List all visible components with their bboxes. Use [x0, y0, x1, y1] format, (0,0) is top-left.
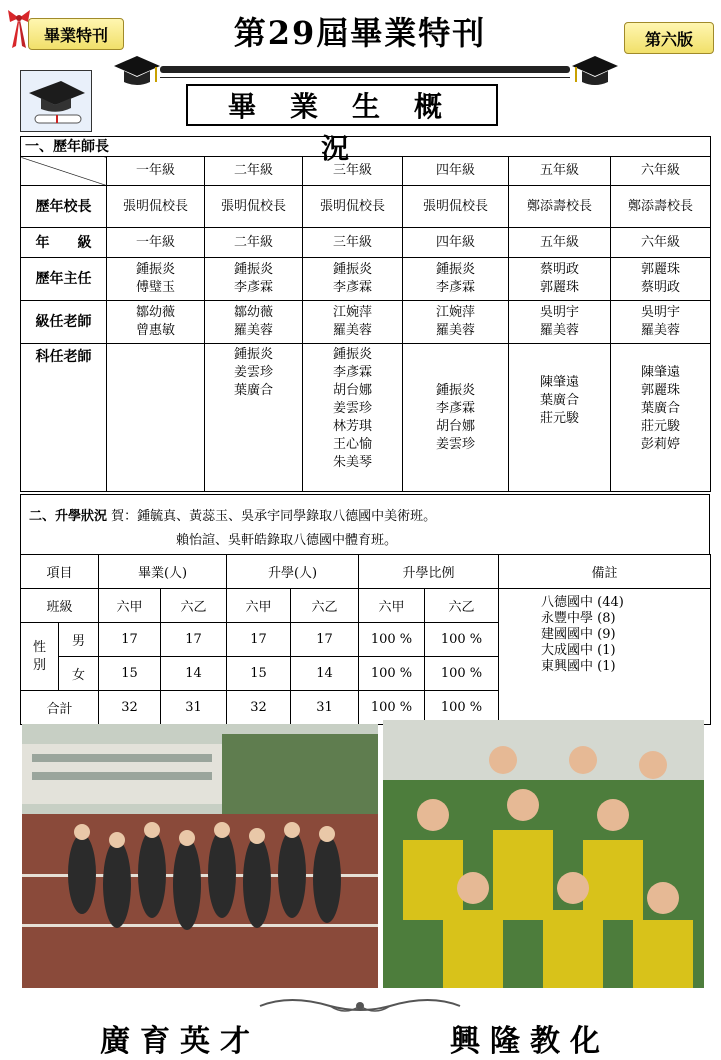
- teacher-name: 郭麗珠: [641, 383, 681, 398]
- teacher-name: 羅美蓉: [539, 323, 579, 338]
- class-teacher-cell: [303, 301, 403, 344]
- teacher-name: 鄒幼薇: [135, 305, 175, 320]
- class-teacher-cell: [107, 301, 205, 344]
- value-cell: 15: [227, 657, 291, 691]
- value-cell: 100 %: [425, 691, 499, 725]
- grade-cell: 二年級: [205, 228, 303, 258]
- column-header: 升學(人): [227, 555, 359, 589]
- teacher-name: 鄒幼薇: [233, 305, 273, 320]
- subject-teacher-cell: [205, 344, 303, 492]
- grade-cell: 二年級: [205, 157, 303, 186]
- column-header: 備註: [499, 555, 711, 589]
- teacher-name: 郭麗珠: [641, 262, 681, 277]
- teacher-name: 鍾振炎: [233, 347, 273, 362]
- row-label: 年 級: [21, 228, 107, 258]
- diagonal-cell: [21, 157, 107, 186]
- teacher-name: 李彥霖: [435, 400, 475, 416]
- grade-cell: 三年級: [303, 157, 403, 186]
- row-label: 男: [59, 623, 99, 657]
- class-teacher-cell: [611, 301, 711, 344]
- grade-cell: 五年級: [509, 228, 611, 258]
- page-title: 第29屆畢業特刊: [233, 14, 487, 52]
- teacher-name: 王心愉: [332, 437, 372, 452]
- teacher-name: 朱美琴: [332, 455, 372, 470]
- subject-teacher-cell: [509, 344, 611, 492]
- class-teacher-cell: [403, 301, 509, 344]
- value-cell: 14: [161, 657, 227, 691]
- subject-teacher-cell: [403, 344, 509, 492]
- teacher-name: 李彥霖: [332, 280, 372, 295]
- homeroom-cell: [509, 258, 611, 301]
- note-item: 東興國中 (1): [541, 659, 616, 674]
- class-row: [21, 589, 711, 623]
- row-label: 科任老師: [21, 344, 107, 492]
- grade-cell: 一年級: [107, 157, 205, 186]
- graduation-cap-icon: [112, 54, 162, 88]
- teacher-name: 傅璧玉: [135, 280, 175, 295]
- grade-cell: 四年級: [403, 157, 509, 186]
- grade-header-row: [21, 157, 711, 186]
- principal-cell: 張明侃校長: [107, 186, 205, 228]
- row-label: 歷年主任: [21, 258, 107, 301]
- header-row: [21, 555, 711, 589]
- teacher-name: 陳肇遠: [539, 375, 579, 390]
- value-cell: 32: [227, 691, 291, 725]
- grade-row: [21, 228, 711, 258]
- class-cell: 六乙: [161, 589, 227, 623]
- class-cell: 六甲: [99, 589, 161, 623]
- principal-row: [21, 186, 711, 228]
- admission-table: [20, 554, 711, 725]
- teacher-name: 鍾振炎: [332, 347, 372, 362]
- subject-teacher-cell: [611, 344, 711, 492]
- value-cell: 100 %: [359, 691, 425, 725]
- grade-cell: 六年級: [611, 228, 711, 258]
- value-cell: 17: [291, 623, 359, 657]
- grade-cell: 一年級: [107, 228, 205, 258]
- section-title: 畢業生概況: [186, 84, 498, 126]
- section-heading: 一、歷年師長: [21, 137, 711, 157]
- grade-cell: 四年級: [403, 228, 509, 258]
- value-cell: 32: [99, 691, 161, 725]
- column-header: 升學比例: [359, 555, 499, 589]
- subject-teacher-cell: [303, 344, 403, 492]
- teacher-name: 莊元駿: [539, 411, 579, 426]
- section-heading: 二、升學狀況: [29, 509, 108, 524]
- teacher-name: 江婉萍: [332, 305, 372, 320]
- teachers-table: [20, 136, 711, 492]
- grade-cell: 六年級: [611, 157, 711, 186]
- homeroom-cell: [107, 258, 205, 301]
- diploma-cap-icon: [20, 70, 92, 132]
- value-cell: 100 %: [425, 623, 499, 657]
- teacher-name: 鍾振炎: [435, 382, 475, 398]
- admission-section: [20, 494, 710, 554]
- class-cell: 六甲: [227, 589, 291, 623]
- value-cell: 17: [161, 623, 227, 657]
- value-cell: 17: [99, 623, 161, 657]
- homeroom-row: [21, 258, 711, 301]
- row-label: 歷年校長: [21, 186, 107, 228]
- principal-cell: 鄭添壽校長: [611, 186, 711, 228]
- notes-cell: [499, 589, 711, 725]
- class-teacher-cell: [509, 301, 611, 344]
- admission-line: [29, 505, 436, 524]
- decorative-rule: [160, 66, 570, 73]
- subject-teacher-cell: [107, 344, 205, 492]
- subject-teacher-row: [21, 344, 711, 492]
- value-cell: 100 %: [425, 657, 499, 691]
- teacher-name: 鍾振炎: [332, 262, 372, 277]
- admission-note: 賴怡諠、吳軒皓錄取八德國中體育班。: [176, 533, 398, 548]
- grade-cell: 三年級: [303, 228, 403, 258]
- homeroom-cell: [611, 258, 711, 301]
- teacher-name: 姜雲珍: [435, 436, 475, 452]
- note-item: 永豐中學 (8): [541, 611, 616, 626]
- value-cell: 100 %: [359, 657, 425, 691]
- value-cell: 100 %: [359, 623, 425, 657]
- graduation-cap-icon: [570, 54, 620, 88]
- class-teacher-row: [21, 301, 711, 344]
- class-group-photo: [22, 724, 378, 988]
- scroll-ornament-icon: [250, 994, 470, 1018]
- teacher-name: 羅美蓉: [435, 323, 475, 338]
- teacher-name: 葉廣合: [641, 401, 681, 416]
- teacher-name: 李彥霖: [332, 365, 372, 380]
- homeroom-cell: [303, 258, 403, 301]
- column-header: 畢業(人): [99, 555, 227, 589]
- teacher-name: 胡台娜: [332, 383, 372, 398]
- decorative-rule-thin: [160, 77, 570, 78]
- principal-cell: 張明侃校長: [205, 186, 303, 228]
- teacher-name: 李彥霖: [435, 280, 475, 295]
- note-item: 建國國中 (9): [541, 627, 616, 642]
- teacher-name: 葉廣合: [539, 393, 579, 408]
- teacher-name: 蔡明政: [641, 280, 681, 295]
- teacher-name: 姜雲珍: [332, 401, 372, 416]
- teacher-name: 鍾振炎: [435, 262, 475, 277]
- teacher-name: 曾惠敏: [135, 323, 175, 338]
- row-label: 班級: [21, 589, 99, 623]
- teacher-name: 葉廣合: [233, 383, 273, 398]
- class-cell: 六甲: [359, 589, 425, 623]
- admission-note: 賀：鍾毓真、黃蕊玉、吳承宇同學錄取八德國中美術班。: [111, 509, 437, 524]
- principal-cell: 鄭添壽校長: [509, 186, 611, 228]
- teacher-name: 鍾振炎: [135, 262, 175, 277]
- teacher-name: 姜雲珍: [233, 365, 273, 380]
- teacher-name: 莊元駿: [641, 419, 681, 434]
- principal-cell: 張明侃校長: [403, 186, 509, 228]
- homeroom-cell: [205, 258, 303, 301]
- row-label: 級任老師: [21, 301, 107, 344]
- class-cell: 六乙: [425, 589, 499, 623]
- principal-cell: 張明侃校長: [303, 186, 403, 228]
- teacher-name: 吳明宇: [641, 305, 681, 320]
- class-cell: 六乙: [291, 589, 359, 623]
- edition-tag-left: 畢業特刊: [28, 18, 124, 50]
- teacher-name: 吳明宇: [539, 305, 579, 320]
- teacher-name: 羅美蓉: [641, 323, 681, 338]
- value-cell: 15: [99, 657, 161, 691]
- footer-motto-right: 興隆教化: [450, 1024, 610, 1059]
- gender-label: 性別: [21, 623, 59, 691]
- homeroom-cell: [403, 258, 509, 301]
- teacher-name: 陳肇遠: [641, 365, 681, 380]
- teacher-name: 羅美蓉: [233, 323, 273, 338]
- teacher-name: 李彥霖: [233, 280, 273, 295]
- grade-cell: 五年級: [509, 157, 611, 186]
- column-header: 項目: [21, 555, 99, 589]
- value-cell: 14: [291, 657, 359, 691]
- row-label: 女: [59, 657, 99, 691]
- students-closeup-photo: [383, 720, 704, 988]
- note-item: 八德國中 (44): [541, 595, 624, 610]
- footer-motto-left: 廣育英才: [100, 1024, 260, 1059]
- teacher-name: 鍾振炎: [233, 262, 273, 277]
- class-teacher-cell: [205, 301, 303, 344]
- value-cell: 31: [291, 691, 359, 725]
- teacher-name: 羅美蓉: [332, 323, 372, 338]
- value-cell: 31: [161, 691, 227, 725]
- teacher-name: 蔡明政: [539, 262, 579, 277]
- edition-number-tag: 第六版: [624, 22, 714, 54]
- value-cell: 17: [227, 623, 291, 657]
- teacher-name: 林芳琪: [332, 419, 372, 434]
- teacher-name: 江婉萍: [435, 305, 475, 320]
- teacher-name: 彭莉婷: [641, 437, 681, 452]
- row-label: 合計: [21, 691, 99, 725]
- note-item: 大成國中 (1): [541, 643, 616, 658]
- teacher-name: 郭麗珠: [539, 280, 579, 295]
- teacher-name: 胡台娜: [435, 418, 475, 434]
